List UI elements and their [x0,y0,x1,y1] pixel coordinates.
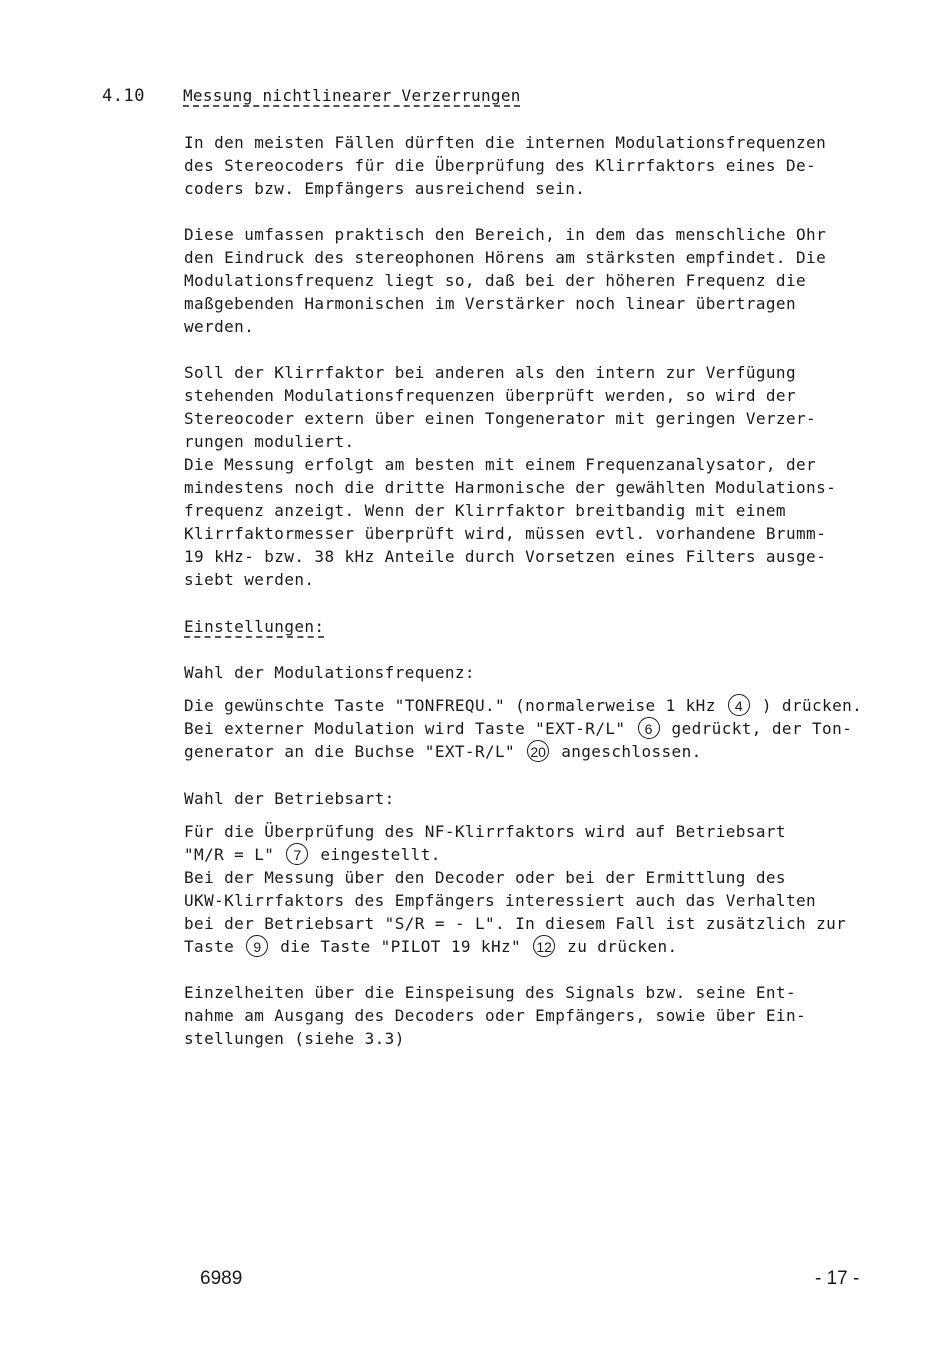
text-line: frequenz anzeigt. Wenn der Klirrfaktor breitbandig mit einem [184,501,786,520]
control-ref-12: 12 [533,935,555,957]
text-line: 19 kHz- bzw. 38 kHz Anteile durch Vorsetzen eines Filters ausge- [184,547,827,566]
paragraph-details [184,981,904,1050]
settings-heading: Einstellungen: [184,617,325,636]
text-line: stellungen (siehe 3.3) [184,1029,405,1048]
text-line: bei der Betriebsart "S/R = - L". In diesem Fall ist zusätzlich zur [184,914,847,933]
text-line: Diese umfassen praktisch den Bereich, in dem das menschliche Ohr [184,225,827,244]
control-ref-4: 4 [728,694,750,716]
paragraph-intro [184,131,904,200]
text-line: generator an die Buchse "EXT-R/L" 20 angeschlossen. [184,740,924,763]
control-ref-7: 7 [286,843,308,865]
text-line: Die gewünschte Taste "TONFREQU." (normalerweise 1 kHz 4 ) drücken. [184,694,924,717]
text-line: den Eindruck des stereophonen Hörens am stärksten empfindet. Die [184,248,827,267]
text-line: Die Messung erfolgt am besten mit einem Frequenzanalysator, der [184,455,817,474]
text-line: siebt werden. [184,570,315,589]
text-line: Einzelheiten über die Einspeisung des Signals bzw. seine Ent- [184,983,797,1002]
text-line: Bei der Messung über den Decoder oder bei der Ermittlung des [184,868,786,887]
section-number: 4.10 [102,86,145,106]
mode-heading-block [184,787,904,810]
text-line: rungen moduliert. [184,432,355,451]
text-line: Modulationsfrequenz liegt so, daß bei der höheren Frequenz die [184,271,807,290]
control-ref-20: 20 [527,740,549,762]
mode-heading: Wahl der Betriebsart: [184,789,395,808]
settings-heading-block [184,615,904,638]
page-number: - 17 - [815,1268,860,1289]
text-line: stehenden Modulationsfrequenzen überprüft werden, so wird der [184,386,797,405]
text-line: Bei externer Modulation wird Taste "EXT-R/L" 6 gedrückt, der Ton- [184,717,924,740]
text-line: Klirrfaktormesser überprüft wird, müssen evtl. vorhandene Brumm- [184,524,827,543]
modulation-instructions [184,694,924,763]
text-line: werden. [184,317,255,336]
paragraph-external [184,361,904,591]
text-line: "M/R = L" 7 eingestellt. [184,843,904,866]
text-line: des Stereocoders für die Überprüfung des Klirrfaktors eines De- [184,156,817,175]
text-line: Soll der Klirrfaktor bei anderen als den intern zur Verfügung [184,363,797,382]
section-title: Messung nichtlinearer Verzerrungen [183,86,521,105]
control-ref-6: 6 [638,717,660,739]
text-line: mindestens noch die dritte Harmonische der gewählten Modulations- [184,478,837,497]
document-number: 6989 [200,1268,243,1289]
text-line: nahme am Ausgang des Decoders oder Empfängers, sowie über Ein- [184,1006,807,1025]
control-ref-9: 9 [246,935,268,957]
text-line: Stereocoder extern über einen Tongenerator mit geringen Verzer- [184,409,817,428]
text-line: maßgebenden Harmonischen im Verstärker noch linear übertragen [184,294,797,313]
modulation-heading: Wahl der Modulationsfrequenz: [184,663,475,682]
text-line: In den meisten Fällen dürften die internen Modulationsfrequenzen [184,133,827,152]
text-line: UKW-Klirrfaktors des Empfängers interessiert auch das Verhalten [184,891,817,910]
modulation-heading-block [184,661,904,684]
text-line: coders bzw. Empfängers ausreichend sein. [184,179,586,198]
text-line: Taste 9 die Taste "PILOT 19 kHz" 12 zu drücken. [184,935,904,958]
paragraph-range [184,223,904,338]
mode-instructions [184,820,904,958]
text-line: Für die Überprüfung des NF-Klirrfaktors wird auf Betriebsart [184,822,786,841]
